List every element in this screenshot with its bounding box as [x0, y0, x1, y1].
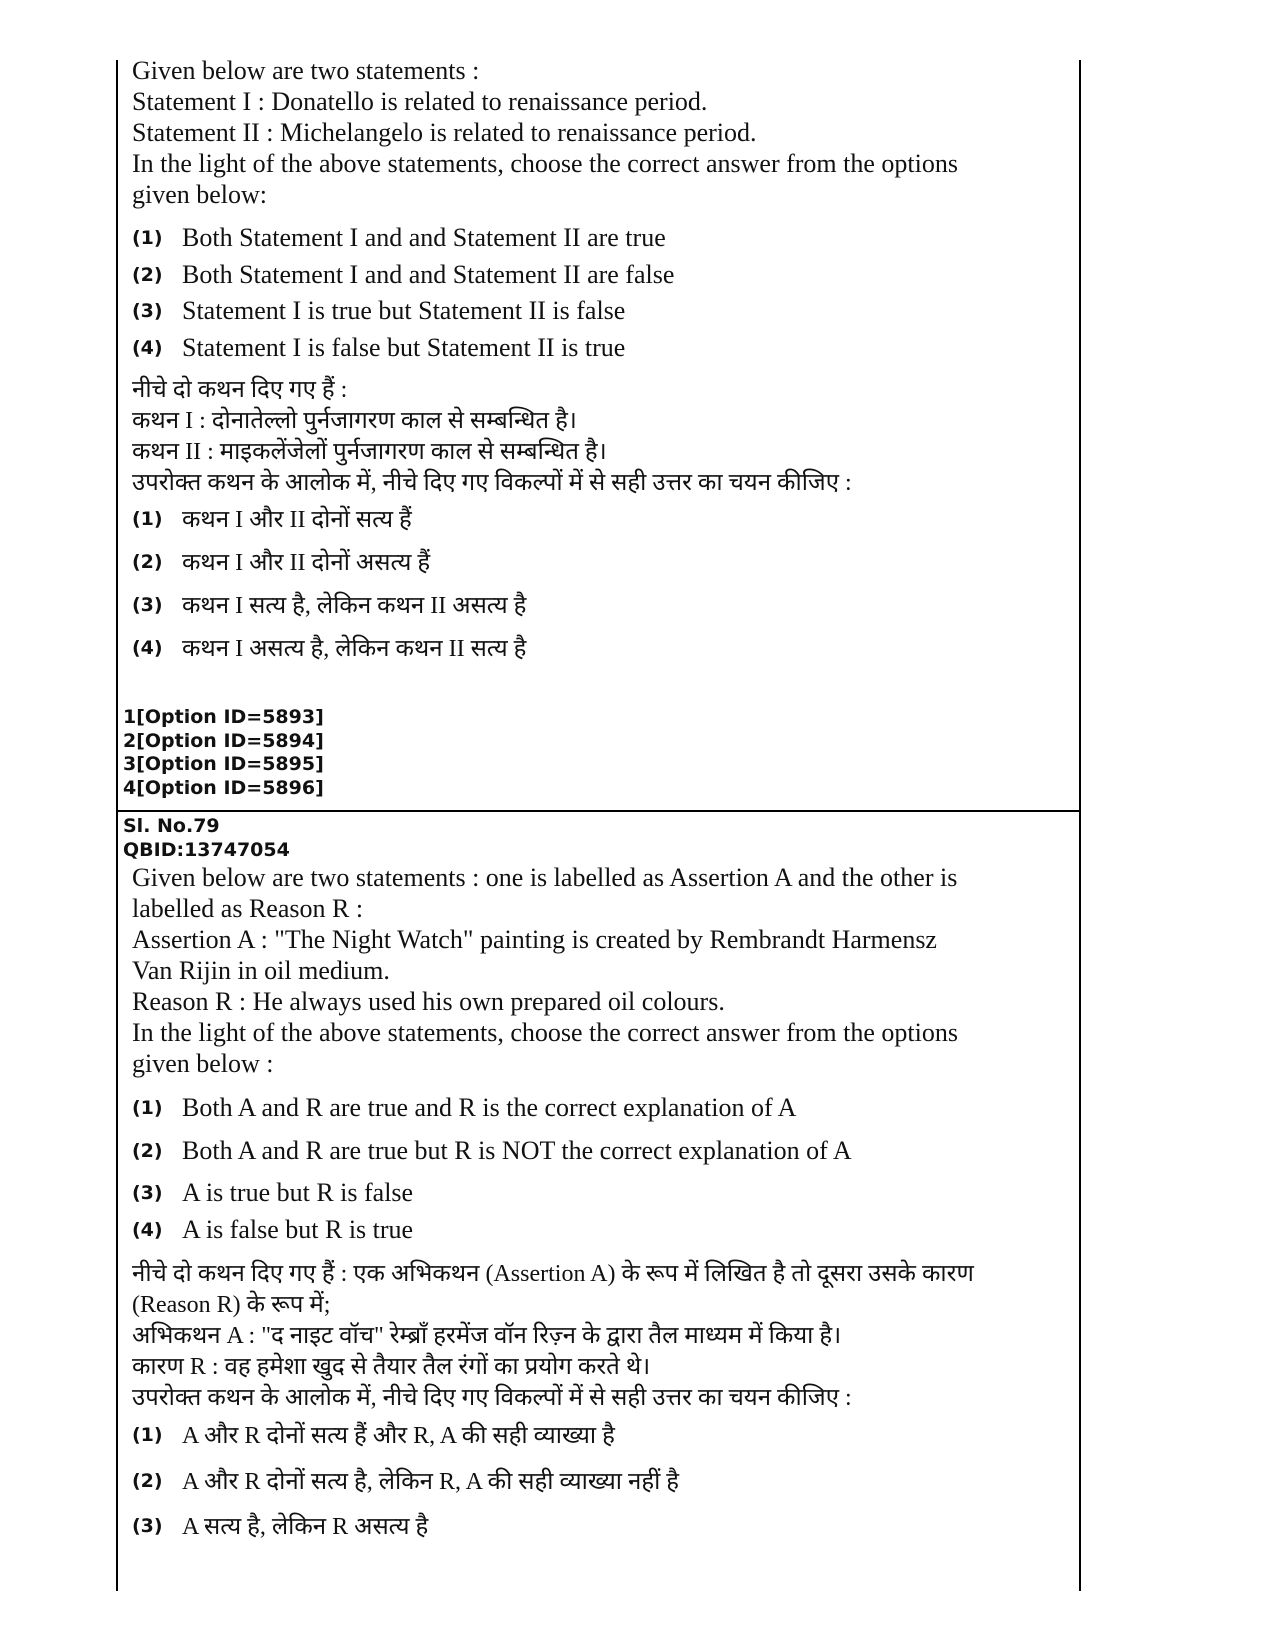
q78-option-ids — [123, 706, 324, 800]
option-id: 1[Option ID=5893] — [123, 706, 324, 728]
stem-line: In the light of the above statements, choose the correct answer from the options — [132, 1018, 958, 1047]
option-id: 4[Option ID=5896] — [123, 776, 324, 799]
q78-en-option-1: (1) Both Statement I and and Statement II are true — [132, 223, 666, 252]
q79-hi-option-2: (2) A और R दोनों सत्य है, लेकिन R, A की सही व्याख्या नहीं है — [132, 1469, 680, 1495]
stem-line: given below: — [132, 180, 268, 209]
question-divider — [116, 810, 1081, 812]
stem-line: (Reason R) के रूप में; — [132, 1292, 331, 1318]
stem-line: Van Rijin in oil medium. — [132, 956, 390, 985]
option-id: 2[Option ID=5894] — [123, 729, 324, 752]
q79-hi-option-1: (1) A और R दोनों सत्य हैं और R, A की सही व्याख्या है — [132, 1423, 615, 1449]
stem-line: नीचे दो कथन दिए गए हैं : — [132, 377, 348, 403]
stem-line: Assertion A : "The Night Watch" painting is created by Rembrandt Harmensz — [132, 925, 937, 954]
q78-hi-option-2: (2) कथन I और II दोनों असत्य हैं — [132, 550, 431, 576]
q78-en-option-3: (3) Statement I is true but Statement II is false — [132, 296, 626, 325]
q79-en-option-3: (3) A is true but R is false — [132, 1178, 414, 1207]
stem-line: अभिकथन A : "द नाइट वॉच" रेम्ब्राँ हरमेंज वॉन रिज़्न के द्वारा तैल माध्यम में किया है। — [132, 1323, 842, 1349]
stem-line: labelled as Reason R : — [132, 894, 364, 923]
stem-line: उपरोक्त कथन के आलोक में, नीचे दिए गए विकल्पों में से सही उत्तर का चयन कीजिए : — [132, 470, 852, 496]
serial-number: Sl. No.79 — [123, 815, 220, 837]
q79-en-option-1: (1) Both A and R are true and R is the correct explanation of A — [132, 1093, 797, 1122]
q78-en-option-4: (4) Statement I is false but Statement II is true — [132, 333, 626, 362]
q79-english-stem — [132, 862, 1062, 1079]
option-id: 3[Option ID=5895] — [123, 753, 324, 775]
q78-english-stem — [132, 55, 1062, 210]
q79-en-option-4: (4) A is false but R is true — [132, 1215, 414, 1244]
stem-line: given below : — [132, 1049, 274, 1078]
stem-line: Statement II : Michelangelo is related to renaissance period. — [132, 118, 757, 147]
question-bank-id: QBID:13747054 — [123, 839, 290, 861]
stem-line: Statement I : Donatello is related to renaissance period. — [132, 87, 708, 116]
q78-hindi-stem — [132, 375, 1062, 499]
q78-hi-option-1: (1) कथन I और II दोनों सत्य हैं — [132, 507, 412, 533]
stem-line: Given below are two statements : — [132, 56, 480, 85]
stem-line: उपरोक्त कथन के आलोक में, नीचे दिए गए विकल्पों में से सही उत्तर का चयन कीजिए : — [132, 1385, 852, 1411]
stem-line: नीचे दो कथन दिए गए हैं : एक अभिकथन (Assertion A) के रूप में लिखित है तो दूसरा उसके कारण — [132, 1261, 974, 1287]
q78-en-option-2: (2) Both Statement I and and Statement II are false — [132, 260, 675, 289]
q78-hi-option-4: (4) कथन I असत्य है, लेकिन कथन II सत्य है — [132, 636, 527, 662]
q79-meta — [123, 814, 290, 862]
stem-line: कथन I : दोनातेल्लो पुर्नजागरण काल से सम्बन्धित है। — [132, 408, 577, 434]
q79-hi-option-3: (3) A सत्य है, लेकिन R असत्य है — [132, 1514, 429, 1540]
q78-hi-option-3: (3) कथन I सत्य है, लेकिन कथन II असत्य है — [132, 593, 527, 619]
stem-line: कारण R : वह हमेशा खुद से तैयार तैल रंगों का प्रयोग करते थे। — [132, 1354, 651, 1380]
stem-line: In the light of the above statements, choose the correct answer from the options — [132, 149, 958, 178]
stem-line: कथन II : माइकलेंजेलों पुर्नजागरण काल से सम्बन्धित है। — [132, 439, 607, 465]
stem-line: Given below are two statements : one is labelled as Assertion A and the other is — [132, 863, 958, 892]
stem-line: Reason R : He always used his own prepared oil colours. — [132, 987, 725, 1016]
q79-en-option-2: (2) Both A and R are true but R is NOT the correct explanation of A — [132, 1136, 852, 1165]
q79-hindi-stem — [132, 1259, 1062, 1414]
